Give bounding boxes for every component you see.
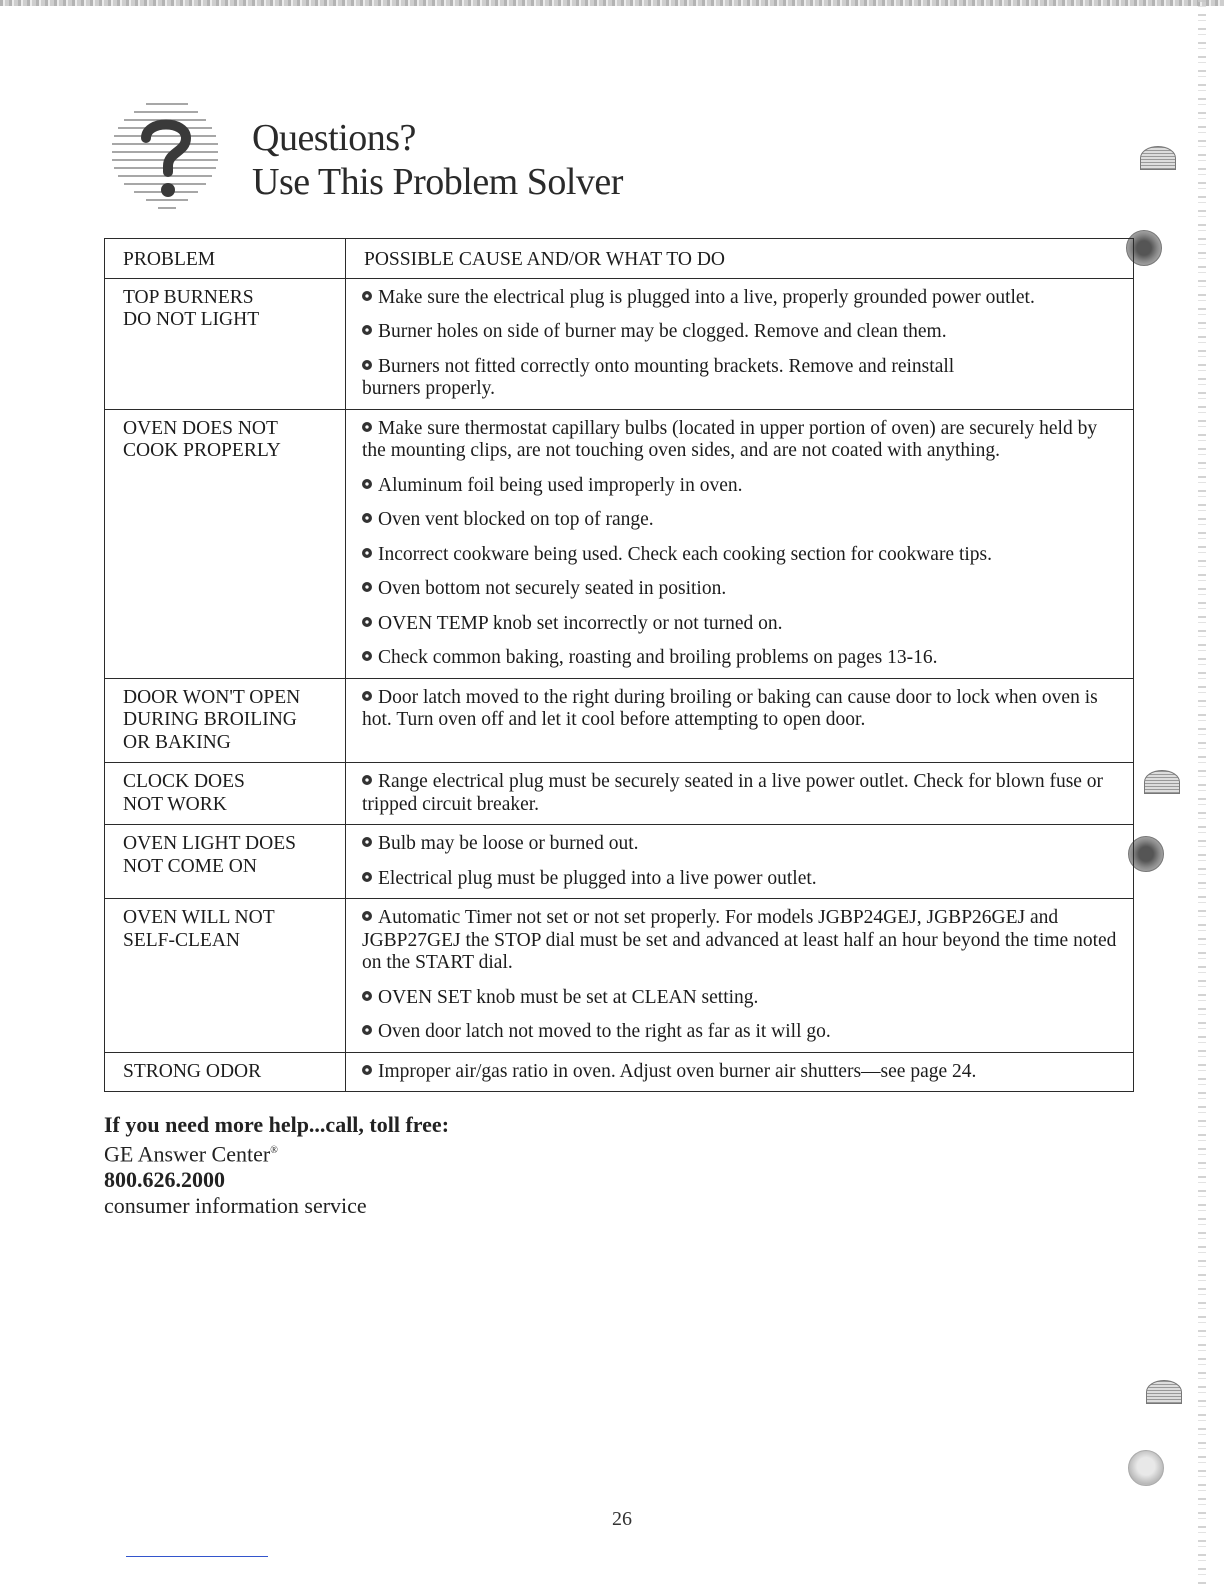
- cause-item: [362, 987, 1119, 1010]
- binder-hole-icon: [1144, 770, 1180, 794]
- table-row: [105, 678, 1134, 763]
- cause-text: Range electrical plug must be securely seated in a live power outlet. Check for blown fuse or tripped circuit breaker.: [362, 771, 1104, 815]
- cause-item: [362, 868, 1119, 891]
- column-header-problem: PROBLEM: [105, 239, 346, 279]
- cause-text: Burner holes on side of burner may be clogged. Remove and clean them.: [378, 321, 947, 342]
- bullet-icon: [362, 422, 372, 432]
- cause-text: Make sure the electrical plug is plugged into a live, properly grounded power outlet.: [378, 286, 1035, 308]
- cause-item: [362, 833, 1119, 856]
- bullet-icon: [362, 1065, 372, 1075]
- table-row: [105, 763, 1134, 825]
- bullet-icon: [362, 872, 372, 882]
- cause-item: [362, 321, 1119, 344]
- binder-hole-icon: [1128, 1450, 1164, 1486]
- help-heading: If you need more help...call, toll free:: [104, 1112, 450, 1137]
- cause-item: [362, 418, 1119, 463]
- page-title: [252, 116, 623, 204]
- table-row: [105, 278, 1134, 409]
- problem-cell: STRONG ODOR: [123, 1060, 262, 1082]
- table-row: [105, 825, 1134, 899]
- cause-item: [362, 356, 1119, 401]
- problem-cell: OVEN DOES NOT COOK PROPERLY: [123, 417, 281, 461]
- help-contact-block: [104, 1112, 449, 1219]
- footer-rule: [126, 1556, 268, 1557]
- cause-text: Bulb may be loose or burned out.: [378, 833, 639, 854]
- table-row: [105, 899, 1134, 1053]
- bullet-icon: [362, 325, 372, 335]
- cause-item: [362, 771, 1119, 816]
- bullet-icon: [362, 582, 372, 592]
- cause-text: Check common baking, roasting and broiling problems on pages 13-16.: [378, 647, 938, 668]
- column-header-cause: POSSIBLE CAUSE AND/OR WHAT TO DO: [346, 239, 1134, 279]
- problem-cell: TOP BURNERS DO NOT LIGHT: [123, 286, 260, 330]
- cause-text: Oven bottom not securely seated in position.: [378, 578, 727, 599]
- cause-text: Automatic Timer not set or not set properly. For models JGBP24GEJ, JGBP26GEJ and JGBP27GEJ the STOP dial must be set and advanced at least half an hour beyond the time noted on the START dial.: [362, 907, 1117, 973]
- cause-item: [362, 1061, 1119, 1084]
- bullet-icon: [362, 775, 372, 785]
- bullet-icon: [362, 513, 372, 523]
- cause-item: [362, 509, 1119, 532]
- cause-item: [362, 687, 1119, 732]
- scan-edge-right: [1198, 0, 1206, 1584]
- bullet-icon: [362, 360, 372, 370]
- binder-hole-icon: [1146, 1380, 1182, 1404]
- problem-cell: DOOR WON'T OPEN DURING BROILING OR BAKING: [123, 686, 301, 753]
- table-header-row: [105, 239, 1134, 279]
- cause-text: Electrical plug must be plugged into a live power outlet.: [378, 867, 817, 889]
- bullet-icon: [362, 837, 372, 847]
- cause-item: [362, 613, 1119, 636]
- cause-item: [362, 287, 1119, 310]
- bullet-icon: [362, 651, 372, 661]
- cause-item: [362, 475, 1119, 498]
- cause-text: Burners not fitted correctly onto mounting brackets. Remove and reinstall burners properly.: [362, 355, 955, 399]
- service-label: consumer information service: [104, 1193, 367, 1219]
- table-row: [105, 409, 1134, 678]
- bullet-icon: [362, 691, 372, 701]
- cause-item: [362, 907, 1119, 975]
- problem-cell: OVEN LIGHT DOES NOT COME ON: [123, 833, 296, 877]
- bullet-icon: [362, 479, 372, 489]
- cause-text: Door latch moved to the right during broiling or baking can cause door to lock when oven is hot. Turn oven off and let it cool before attempting to open door.: [362, 686, 1098, 730]
- answer-center-line: [104, 1138, 449, 1167]
- scan-edge-top: [0, 0, 1224, 6]
- title-line-2: Use This Problem Solver: [252, 161, 623, 203]
- cause-item: [362, 578, 1119, 601]
- registered-mark: ®: [270, 1145, 278, 1156]
- cause-item: [362, 647, 1119, 670]
- cause-text: OVEN SET knob must be set at CLEAN setting.: [378, 986, 759, 1008]
- problem-cell: OVEN WILL NOT SELF-CLEAN: [123, 907, 275, 951]
- answer-center-name: GE Answer Center: [104, 1141, 271, 1167]
- cause-item: [362, 1021, 1119, 1044]
- bullet-icon: [362, 548, 372, 558]
- title-line-1: Questions?: [252, 117, 416, 159]
- cause-text: Improper air/gas ratio in oven. Adjust oven burner air shutters—see page 24.: [378, 1060, 977, 1082]
- bullet-icon: [362, 617, 372, 627]
- bullet-icon: [362, 911, 372, 921]
- problem-cell: CLOCK DOES NOT WORK: [123, 771, 245, 815]
- cause-text: Make sure thermostat capillary bulbs (located in upper portion of oven) are securely held by the mounting clips, are not touching oven sides, and are not coated with anything.: [362, 417, 1098, 461]
- cause-item: [362, 544, 1119, 567]
- cause-text: Oven vent blocked on top of range.: [378, 509, 654, 530]
- cause-text: Aluminum foil being used improperly in oven.: [378, 474, 743, 496]
- cause-text: Incorrect cookware being used. Check each cooking section for cookware tips.: [378, 543, 993, 565]
- problem-solver-table: [104, 238, 1134, 1092]
- bullet-icon: [362, 1025, 372, 1035]
- page-number: 26: [612, 1508, 632, 1530]
- bullet-icon: [362, 291, 372, 301]
- cause-text: Oven door latch not moved to the right as far as it will go.: [378, 1021, 831, 1042]
- phone-number: 800.626.2000: [104, 1167, 225, 1193]
- question-mark-logo-icon: [106, 100, 226, 212]
- bullet-icon: [362, 991, 372, 1001]
- table-row: [105, 1052, 1134, 1092]
- binder-hole-icon: [1140, 146, 1176, 170]
- cause-text: OVEN TEMP knob set incorrectly or not turned on.: [378, 612, 783, 634]
